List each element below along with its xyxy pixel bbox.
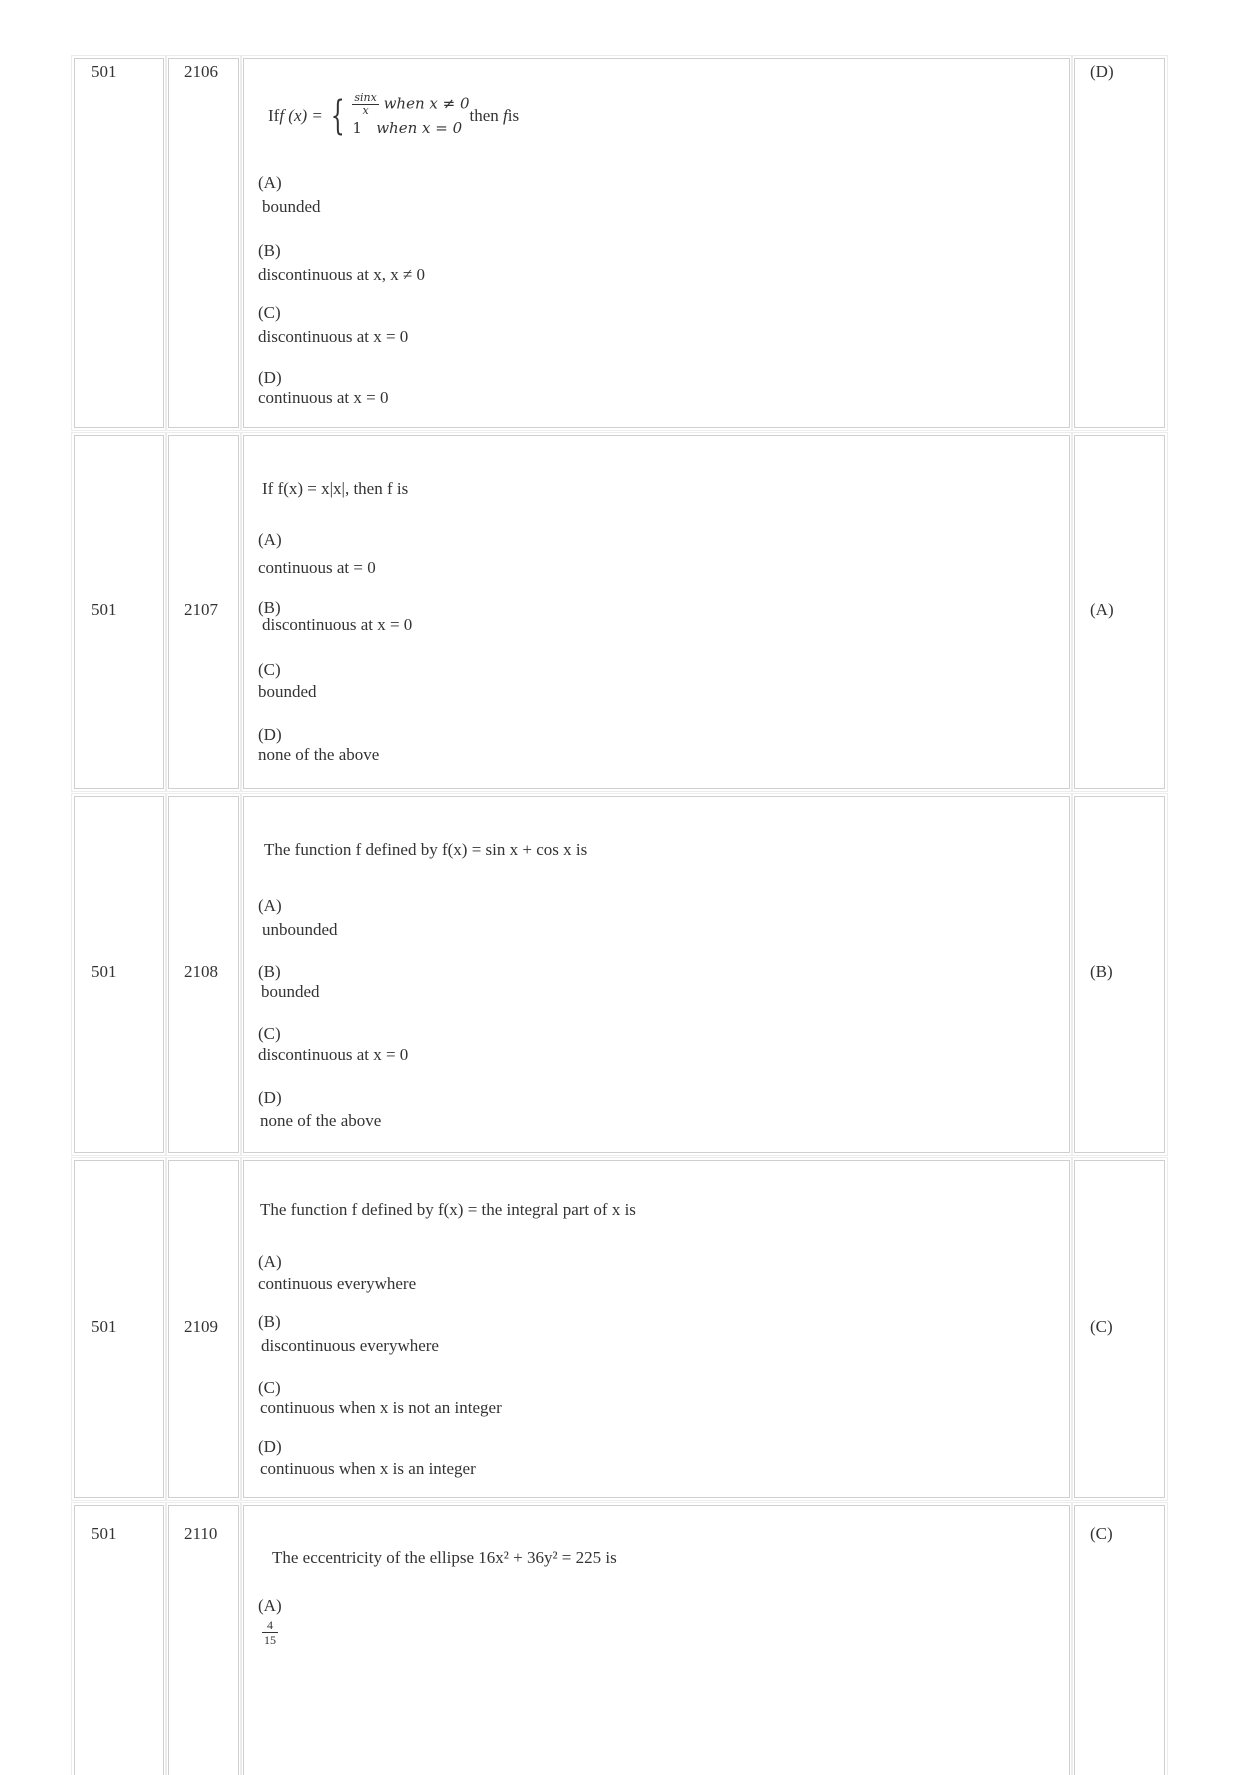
question-text: The eccentricity of the ellipse 16x² + 36y² = 225 is	[272, 1548, 617, 1567]
option-label: (C)	[258, 660, 281, 679]
table-cell-answer	[1074, 58, 1165, 428]
option-label: (D)	[258, 725, 282, 744]
option-label: (A)	[258, 530, 282, 549]
answer-key: (C)	[1090, 1524, 1113, 1543]
subject-code: 501	[91, 1524, 117, 1543]
table-cell-answer	[1074, 1160, 1165, 1498]
option-text: none of the above	[258, 745, 380, 764]
option-label: (A)	[258, 1252, 282, 1271]
table-cell-answer	[1074, 1505, 1165, 1775]
table-cell-qid	[168, 58, 239, 428]
option-label: (C)	[258, 1378, 281, 1397]
subject-code: 501	[91, 600, 117, 619]
question-text: If f (x) = { $\frac{\sin x}{x}$ when x ≠ 0 1 when x = 0 then f is	[268, 91, 520, 139]
table-cell-subject	[74, 1505, 164, 1775]
subject-code: 501	[91, 962, 117, 981]
option-label: (D)	[258, 1437, 282, 1456]
option-text: discontinuous at x = 0	[262, 615, 413, 634]
table-cell-subject	[74, 1160, 164, 1498]
question-text: The function f defined by f(x) = sin x + cos x is	[264, 840, 588, 859]
option-text: unbounded	[262, 920, 338, 939]
table-cell-subject	[74, 58, 164, 428]
option-text: discontinuous at x = 0	[258, 1045, 409, 1064]
option-label: (C)	[258, 303, 281, 322]
table-cell-answer	[1074, 435, 1165, 789]
option-text: continuous when x is not an integer	[260, 1398, 502, 1417]
option-label: (A)	[258, 173, 282, 192]
subject-code: 501	[91, 62, 117, 81]
table-cell-qid	[168, 1505, 239, 1775]
option-text: continuous when x is an integer	[260, 1459, 476, 1478]
option-label: (D)	[258, 368, 282, 387]
table-cell-question	[243, 1505, 1070, 1775]
question-id: 2107	[184, 600, 218, 619]
option-label: (A)	[258, 896, 282, 915]
question-id: 2108	[184, 962, 218, 981]
table-cell-subject	[74, 435, 164, 789]
option-text: bounded	[258, 682, 317, 701]
option-label: (C)	[258, 1024, 281, 1043]
option-text: discontinuous at x, x ≠ 0	[258, 265, 426, 284]
option-text: discontinuous at x = 0	[258, 327, 409, 346]
option-text: none of the above	[260, 1111, 382, 1130]
answer-key: (C)	[1090, 1317, 1113, 1336]
question-text: If f(x) = x|x|, then f is	[262, 479, 409, 498]
option-label: (B)	[258, 241, 281, 260]
option-label: (B)	[258, 962, 281, 981]
answer-key: (D)	[1090, 62, 1114, 81]
question-id: 2110	[184, 1524, 218, 1543]
question-id: 2106	[184, 62, 218, 81]
question-text: The function f defined by f(x) = the integral part of x is	[260, 1200, 636, 1219]
subject-code: 501	[91, 1317, 117, 1336]
option-label: (A)	[258, 1596, 282, 1615]
option-label: (D)	[258, 1088, 282, 1107]
option-text: continuous everywhere	[258, 1274, 417, 1293]
option-label: (B)	[258, 1312, 281, 1331]
answer-key: (A)	[1090, 600, 1114, 619]
question-id: 2109	[184, 1317, 218, 1336]
option-text: discontinuous everywhere	[261, 1336, 439, 1355]
option-text: continuous at = 0	[258, 558, 376, 577]
table-cell-answer	[1074, 796, 1165, 1153]
option-text: bounded	[262, 197, 321, 216]
option-text: continuous at x = 0	[258, 388, 389, 407]
table-cell-subject	[74, 796, 164, 1153]
option-fraction: $\frac{4}{15}$	[264, 1618, 276, 1647]
option-label: (B)	[258, 598, 281, 617]
option-text: bounded	[261, 982, 320, 1001]
answer-key: (B)	[1090, 962, 1113, 981]
